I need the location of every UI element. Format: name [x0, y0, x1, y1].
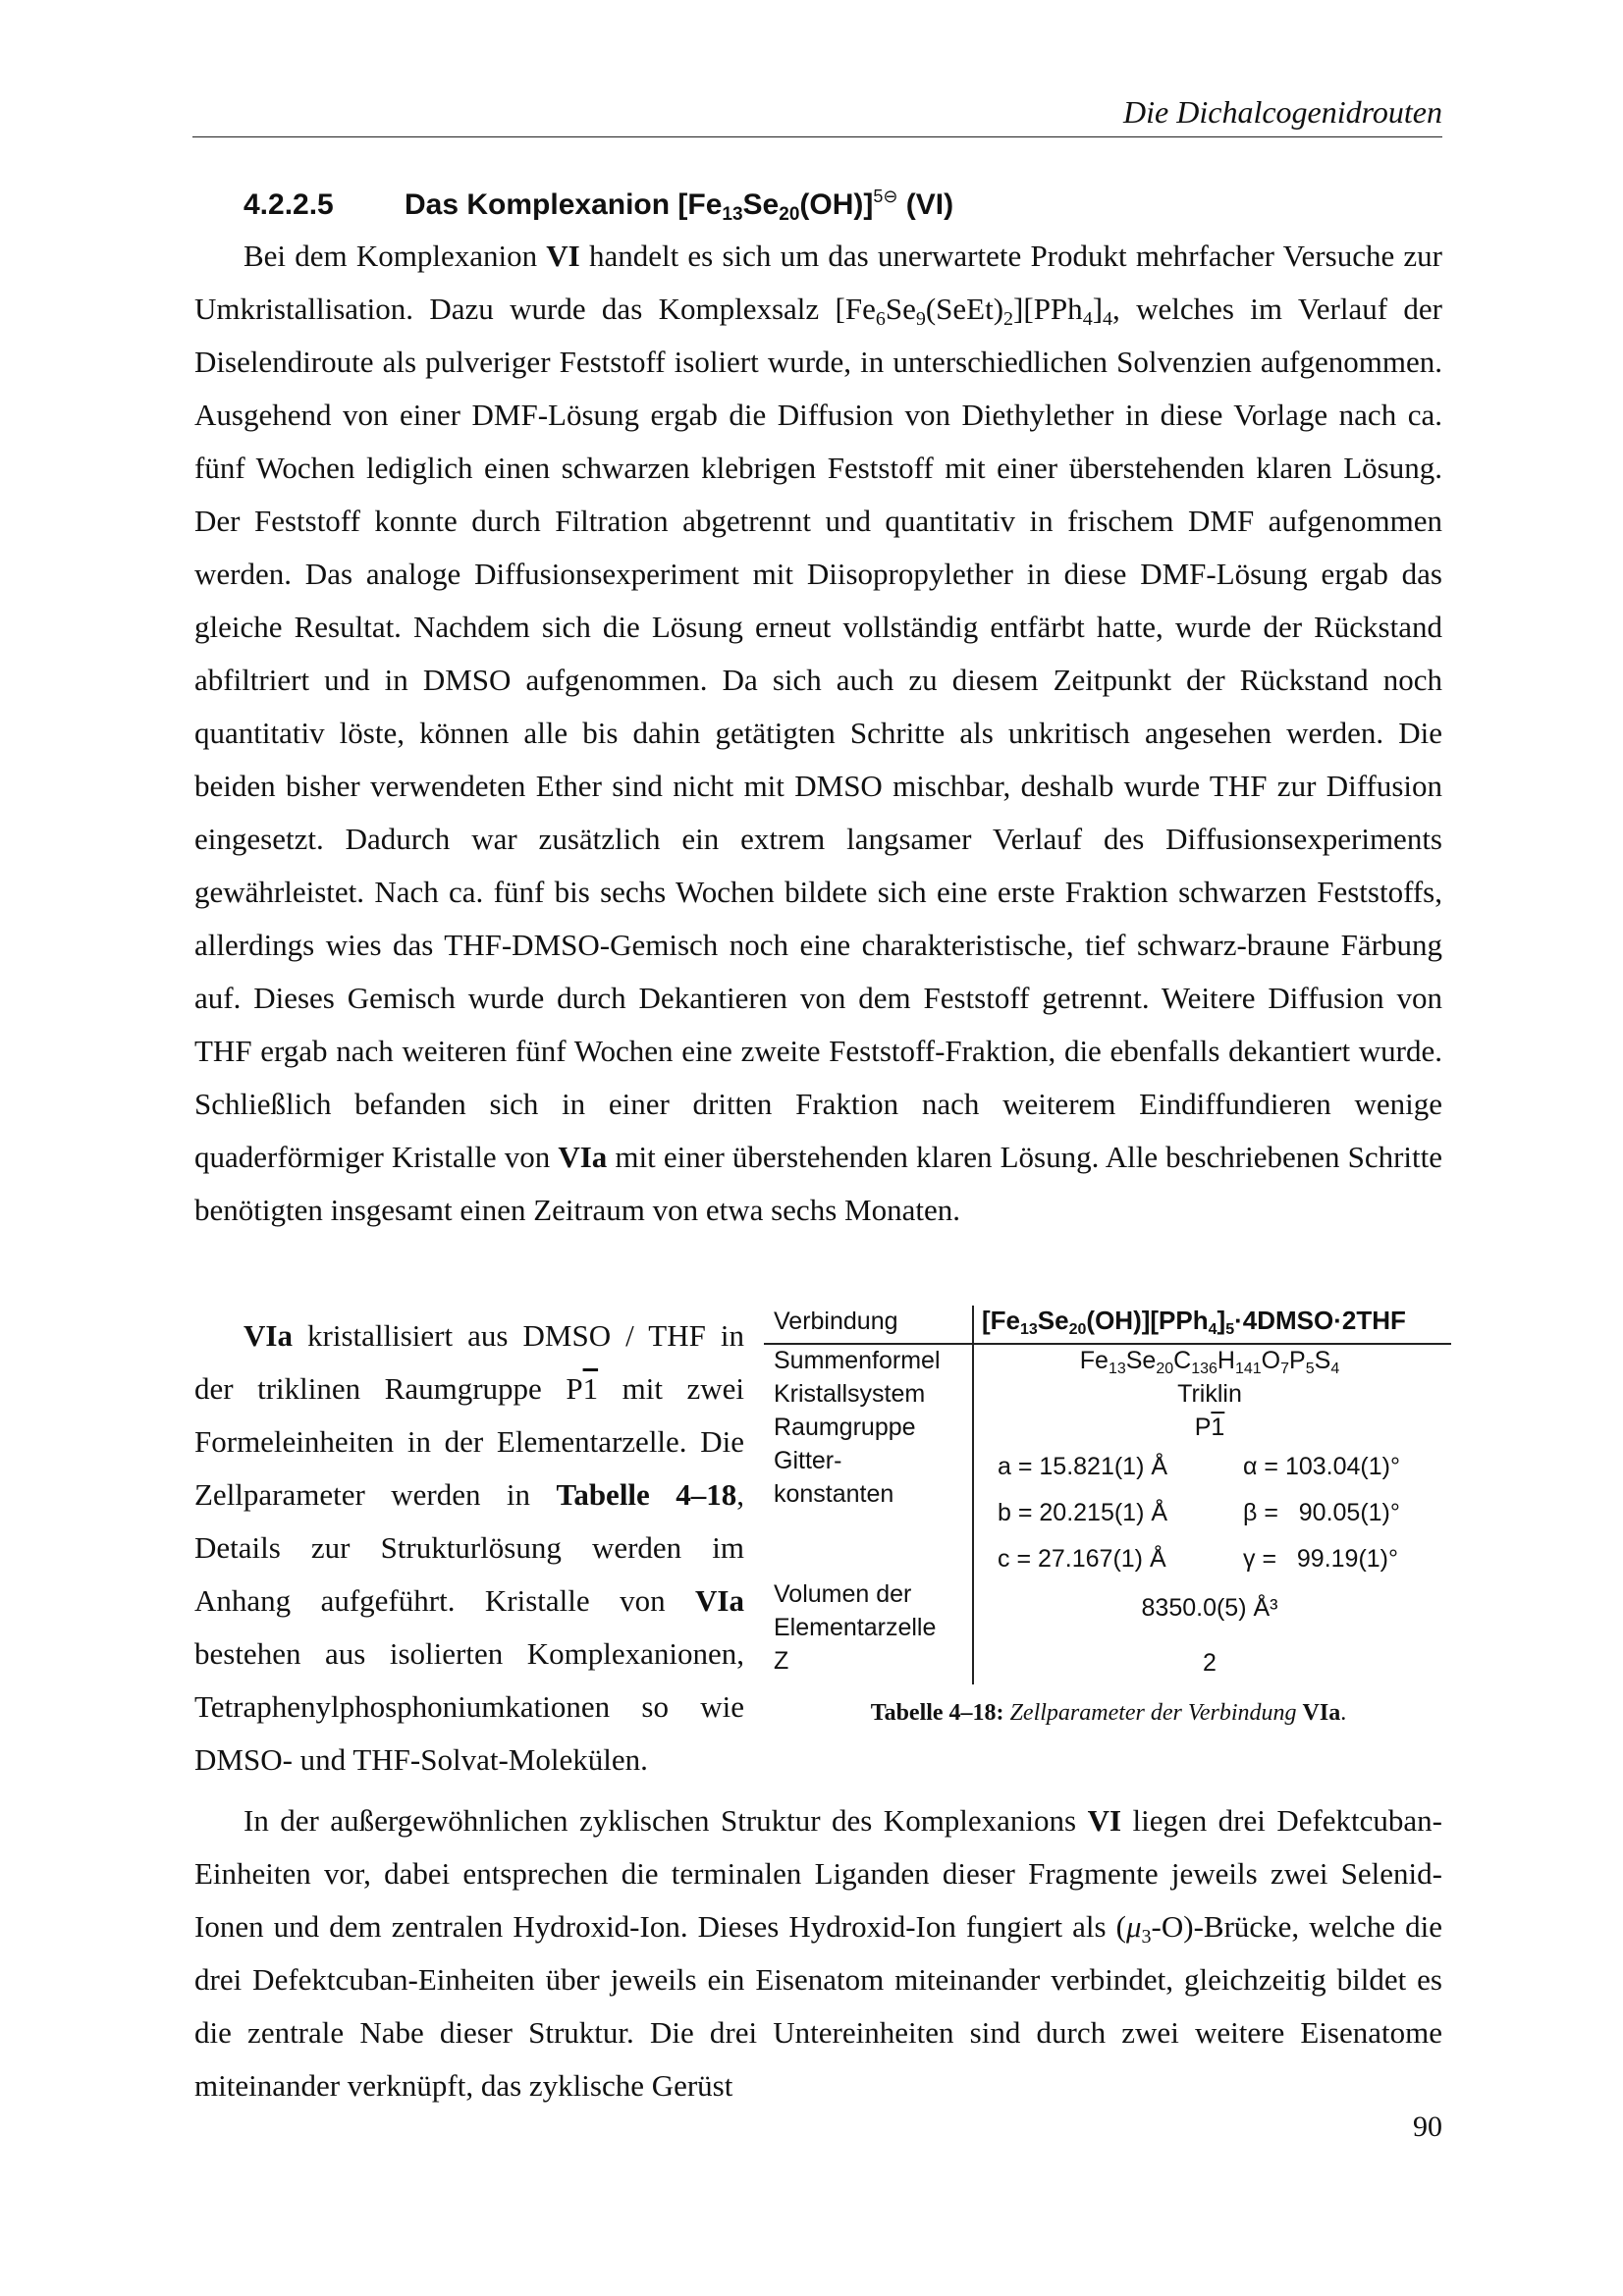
table-header-compound: $[Fe_{13}Se_{20}(OH)][PPh_4]_5\cdot 4DMSO\cdot 2THF$ [982, 1306, 1406, 1338]
row-label-summenformel: Summenformel [774, 1347, 941, 1374]
title-part: Se [742, 188, 780, 221]
row-label-kristallsystem: Kristallsystem [774, 1380, 926, 1408]
cell-a: a = 15.821(1) Å [998, 1453, 1168, 1480]
row-label-volumen-2: Elementarzelle [774, 1614, 937, 1641]
row-label-volumen-1: Volumen der [774, 1580, 912, 1608]
row-value-volumen: 8350.0(5) Å³ [1141, 1594, 1278, 1622]
table-caption: Tabelle 4–18: Zellparameter der Verbindung VIa. [870, 1700, 1347, 1726]
section-heading [243, 187, 953, 226]
row-value-summenformel: $Fe_{13}Se_{20}C_{136}H_{141}O_7P_5S_4$ [1079, 1347, 1340, 1377]
table-header-label: Verbindung [774, 1308, 898, 1335]
row-label-z: Z [774, 1647, 789, 1675]
paragraph-1: Bei dem Komplexanion VI handelt es sich um das unerwartete Produkt mehrfacher Versuche zur Umkristallisation. Dazu wurde das Komplexsalz $[Fe_6Se_9(SeEt)_2][PPh_4]_4$, welches im Verlauf der Diselendiroute als pulveriger Feststoff isoliert wurde, in unterschiedlichen Solvenzien aufgenommen. Ausgehend von einer DMF-Lösung ergab die Diffusion von Diethylether in diese Vorlage nach ca. fünf Wochen lediglich einen schwarzen klebrigen Feststoff mit einer überstehenden klaren Lösung. Der Feststoff konnte durch Filtration abgetrennt und quantitativ in frischem DMF aufgenommen werden. Das analoge Diffusionsexperiment mit Diisopropylether in diese DMF-Lösung ergab das gleiche Resultat. Nachdem sich die Lösung erneut vollständig entfärbt hatte, wurde der Rückstand abfiltriert und in DMSO aufgenommen. Da sich auch zu diesem Zeitpunkt der Rückstand noch quantitativ löste, können alle bis dahin getätigten Schritte als unkritisch angesehen werden. Die beiden bisher verwendeten Ether sind nicht mit DMSO mischbar, deshalb wurde THF zur Diffusion eingesetzt. Dadurch war zusätzlich ein extrem langsamer Verlauf des Diffusionsexperiments gewährleistet. Nach ca. fünf bis sechs Wochen bildete sich eine erste Fraktion schwarzen Feststoffs, allerdings wies das THF-DMSO-Gemisch noch eine charakteristische, tief schwarz-braune Färbung auf. Dieses Gemisch wurde durch Dekantieren von dem Feststoff getrennt. Weitere Diffusion von THF ergab nach weiteren fünf Wochen eine zweite Feststoff-Fraktion, die ebenfalls dekantiert wurde. Schließlich befanden sich in einer dritten Fraktion nach weiterem Eindiffundieren wenige quaderförmiger Kristalle von VIa mit einer überstehenden klaren Lösung. Alle beschriebenen Schritte benötigten insgesamt einen Zeitraum von etwa sechs Monaten. [194, 239, 1443, 1227]
cell-alpha: α = 103.04(1)° [1243, 1453, 1400, 1480]
cell-b: b = 20.215(1) Å [998, 1499, 1168, 1526]
paragraph-2: VIa kristallisiert aus DMSO / THF in der triklinen Raumgruppe P1 mit zwei Formeleinheiten in der Elementarzelle. Die Zellparameter werden in Tabelle 4–18, Details zur Strukturlösung werden im Anhang aufgeführt. Kristalle von VIa bestehen aus isolierten Komplexanionen, Tetraphenylphosphoniumkationen so wie DMSO- und THF-Solvat-Molekülen. [194, 1318, 744, 1777]
title-subscript: 13 [722, 204, 743, 225]
paragraph-3: In der außergewöhnlichen zyklischen Struktur des Komplexanions VI liegen drei Defektcuban-Einheiten vor, dabei entsprechen die terminalen Liganden dieser Fragmente jeweils zwei Selenid-Ionen und dem zentralen Hydroxid-Ion. Dieses Hydroxid-Ion fungiert als $(\mu_3-O)$-Brücke, welche die drei Defektcuban-Einheiten über jeweils ein Eisenatom miteinander verbindet, gleichzeitig bildet es die zentrale Nabe dieser Struktur. Die drei Untereinheiten sind durch zwei weitere Eisenatome miteinander verknüpft, das zyklische Gerüst [194, 1803, 1442, 2103]
page-number: 90 [1413, 2110, 1442, 2143]
table-header-rule [764, 1343, 1451, 1345]
section-title: Das Komplexanion [Fe [405, 188, 723, 221]
running-header: Die Dichalcogenidrouten [192, 94, 1442, 137]
title-charge: 5⊖ [873, 187, 898, 206]
row-value-raumgruppe: P1 [1194, 1414, 1225, 1441]
row-label-gitter-2: konstanten [774, 1480, 894, 1508]
title-part: (OH)] [799, 188, 874, 221]
title-subscript: 20 [779, 204, 800, 225]
cell-parameter-table [770, 1306, 1447, 1684]
title-part: (VI) [897, 188, 954, 221]
cell-c: c = 27.167(1) Å [998, 1545, 1166, 1573]
row-label-raumgruppe: Raumgruppe [774, 1414, 916, 1441]
row-value-z: 2 [1203, 1649, 1217, 1677]
cell-beta: β = 90.05(1)° [1243, 1499, 1400, 1526]
cell-gamma: γ = 99.19(1)° [1243, 1545, 1398, 1573]
row-value-kristallsystem: Triklin [1177, 1380, 1242, 1408]
section-number: 4.2.2.5 [243, 188, 334, 221]
row-label-gitter-1: Gitter- [774, 1447, 842, 1474]
